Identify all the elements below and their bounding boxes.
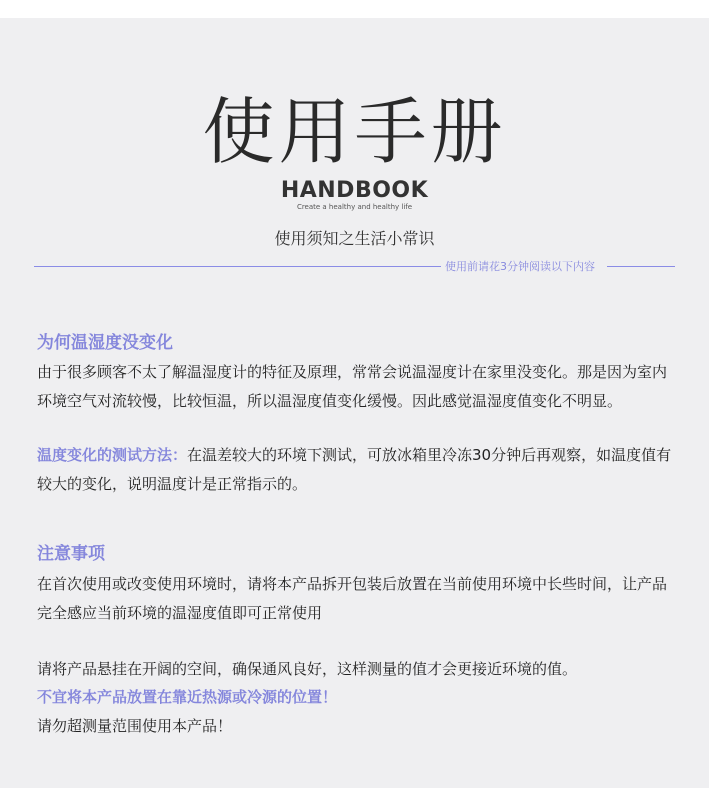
- page-subtitle: 使用须知之生活小常识: [274, 229, 435, 248]
- section-heading-notes: 注意事项: [37, 544, 105, 564]
- divider-line-right: [607, 266, 675, 267]
- divider-note: 使用前请花3分钟阅读以下内容: [445, 260, 595, 273]
- placement-warning: 不宜将本产品放置在靠近热源或冷源的位置！: [37, 688, 338, 706]
- test-method-paragraph: [37, 441, 677, 499]
- section-body-notes: 在首次使用或改变使用环境时，请将本产品拆开包装后放置在当前使用环境中长些时间，让产品完全感应当前环境的温湿度值即可正常使用: [37, 575, 668, 622]
- divider-line-left: [34, 266, 441, 267]
- test-method-body: 在温差较大的环境下测试，可放冰箱里冷冻30分钟后再观察，如温度值有较大的变化，说明温度计是正常指示的。: [37, 446, 672, 493]
- placement-advice: 请将产品悬挂在开阔的空间，确保通风良好，这样测量的值才会更接近环境的值。: [37, 660, 578, 678]
- section-body-no-change: 由于很多顾客不太了解温湿度计的特征及原理，常常会说温湿度计在家里没变化。那是因为室内环境空气对流较慢，比较恒温，所以温湿度值变化缓慢。因此感觉温湿度值变化不明显。: [37, 363, 668, 410]
- handbook-label: HANDBOOK: [280, 178, 429, 203]
- section-heading-no-change: 为何温湿度没变化: [37, 333, 173, 353]
- test-method-label: 温度变化的测试方法：: [37, 446, 188, 464]
- page-title: 使用手册: [202, 90, 507, 174]
- range-warning: 请勿超测量范围使用本产品！: [37, 717, 233, 735]
- handbook-tagline: Create a healthy and healthy life: [296, 203, 413, 211]
